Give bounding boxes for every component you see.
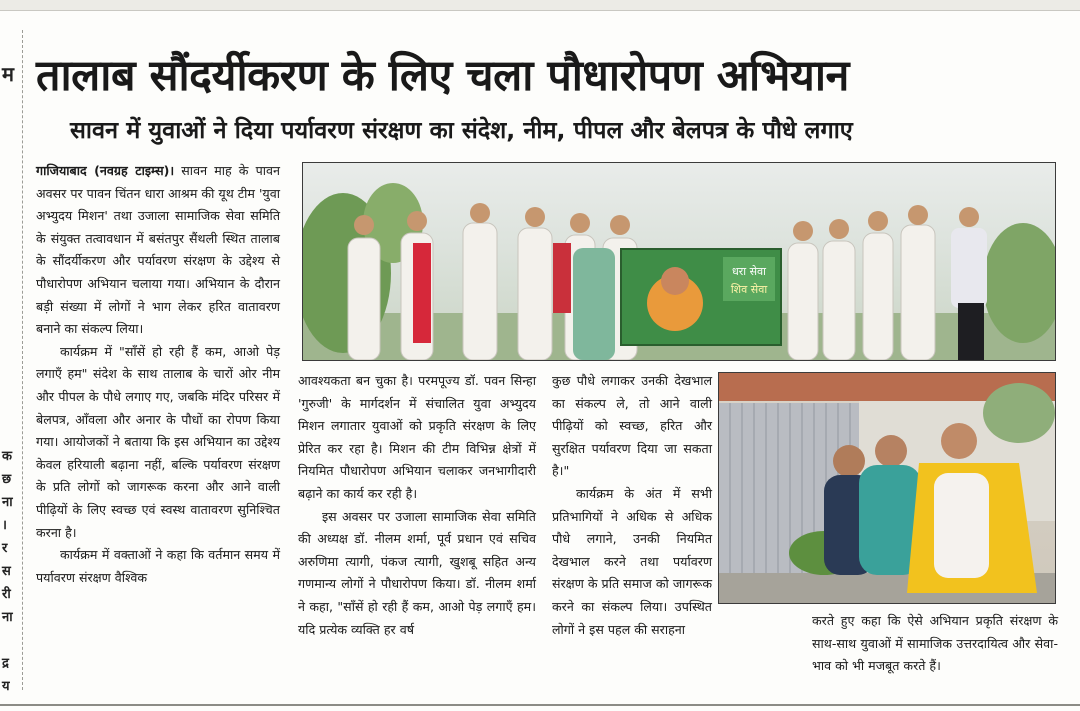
edge-glyph: ।	[2, 518, 7, 533]
edge-glyph: री	[2, 587, 11, 602]
women-photo-illustration	[719, 373, 1055, 603]
banner-text: धरा सेवा	[731, 265, 767, 278]
edge-glyph: ना	[2, 495, 13, 510]
edge-glyph: छ	[2, 472, 12, 487]
paragraph: आवश्यकता बन चुका है। परमपूज्य डॉ. पवन सिन्हा 'गुरुजी' के मार्गदर्शन में संचालित युवा अभ्युदय मिशन लगातार युवाओं को प्रकृति संरक्षण के लिए प्रेरित कर रहा है। मिशन की टीम विभिन्न क्षेत्रों में नियमित पौधारोपण अभियान चलाकर जनभागीदारी बढ़ाने का कार्य कर रही है।	[298, 373, 536, 501]
edge-glyph: म	[2, 62, 14, 86]
paragraph: करते हुए कहा कि ऐसे अभियान प्रकृति संरक्षण के साथ-साथ युवाओं में सामाजिक उत्तरदायित्व और सेवा-भाव को भी मजबूत करते हैं।	[812, 613, 1058, 674]
edge-glyph: द्र	[2, 656, 9, 671]
page-bottom-rule	[0, 704, 1080, 706]
article-column-2	[298, 370, 536, 641]
paragraph	[36, 160, 280, 341]
headline: तालाब सौंदर्यीकरण के लिए चला पौधारोपण अभियान	[36, 51, 849, 101]
women-planting-photo	[718, 372, 1056, 604]
group-photo-illustration	[303, 163, 1055, 360]
paragraph-text: सावन माह के पावन अवसर पर पावन चिंतन धारा आश्रम की यूथ टीम 'युवा अभ्युदय मिशन' तथा उजाला सामाजिक सेवा समिति के संयुक्त तत्वावधान में बसंतपुर सैंथली स्थित तालाब के सौंदर्यीकरण और पर्यावरण संरक्षण के उद्देश्य से पौधारोपण अभियान चलाया गया। अभियान के दौरान बड़ी संख्या में लोगों ने भाग लेकर हरित वातावरण बनाने का संकल्प लिया।	[36, 163, 280, 337]
group-plantation-photo	[302, 162, 1056, 361]
adjacent-column-edge	[0, 30, 23, 694]
edge-glyph: स	[2, 564, 11, 579]
paragraph: कार्यक्रम में वक्ताओं ने कहा कि वर्तमान समय में पर्यावरण संरक्षण वैश्विक	[36, 547, 280, 585]
banner-text: शिव सेवा	[730, 283, 768, 296]
edge-glyph: ना	[2, 610, 13, 625]
paragraph: कार्यक्रम में "साँसें हो रही हैं कम, आओ पेड़ लगाएँ हम" संदेश के साथ तालाब के चारों ओर नीम और पीपल के पौधे लगाए गए, जबकि मंदिर परिसर में बेलपत्र, आँवला और अनार के पौधों का रोपण किया गया। आयोजकों ने बताया कि इस अभियान का उद्देश्य केवल हरियाली बढ़ाना नहीं, बल्कि पर्यावरण संरक्षण के प्रति लोगों को जागरूक करना और आने वाली पीढ़ियों के लिए स्वच्छ एवं स्वस्थ वातावरण सुनिश्चित करना है।	[36, 343, 280, 540]
paragraph: इस अवसर पर उजाला सामाजिक सेवा समिति की अध्यक्ष डॉ. नीलम शर्मा, पूर्व प्रधान एवं सचिव अरुणिमा त्यागी, पंकज त्यागी, खुशबू सहित अन्य गणमान्य लोगों ने पौधारोपण किया। डॉ. नीलम शर्मा ने कहा, "साँसें हो रही हैं कम, आओ पेड़ लगाएँ हम। यदि प्रत्येक व्यक्ति हर वर्ष	[298, 508, 536, 637]
subheadline: सावन में युवाओं ने दिया पर्यावरण संरक्षण का संदेश, नीम, पीपल और बेलपत्र के पौधे लगाए	[70, 116, 853, 144]
article-column-1	[36, 160, 280, 589]
dateline: गाजियाबाद (नवग्रह टाइम्स)।	[36, 163, 175, 178]
article-column-3	[552, 370, 712, 641]
article-column-4	[812, 610, 1058, 678]
paragraph: कुछ पौधे लगाकर उनकी देखभाल का संकल्प ले, तो आने वाली पीढ़ियों को स्वच्छ, हरित और सुरक्षित पर्यावरण दिया जा सकता है।"	[552, 373, 712, 479]
edge-glyph: क	[2, 449, 12, 464]
previous-page-edge	[0, 0, 1080, 11]
paragraph: कार्यक्रम के अंत में सभी प्रतिभागियों ने अधिक से अधिक पौधे लगाने, उनकी नियमित देखभाल करने तथा पर्यावरण संरक्षण के प्रति समाज को जागरूक करने का संकल्प लिया। उपस्थित लोगों ने इस पहल की सराहना	[552, 485, 712, 637]
edge-glyph: र	[2, 541, 8, 556]
edge-glyph: य	[2, 679, 10, 694]
